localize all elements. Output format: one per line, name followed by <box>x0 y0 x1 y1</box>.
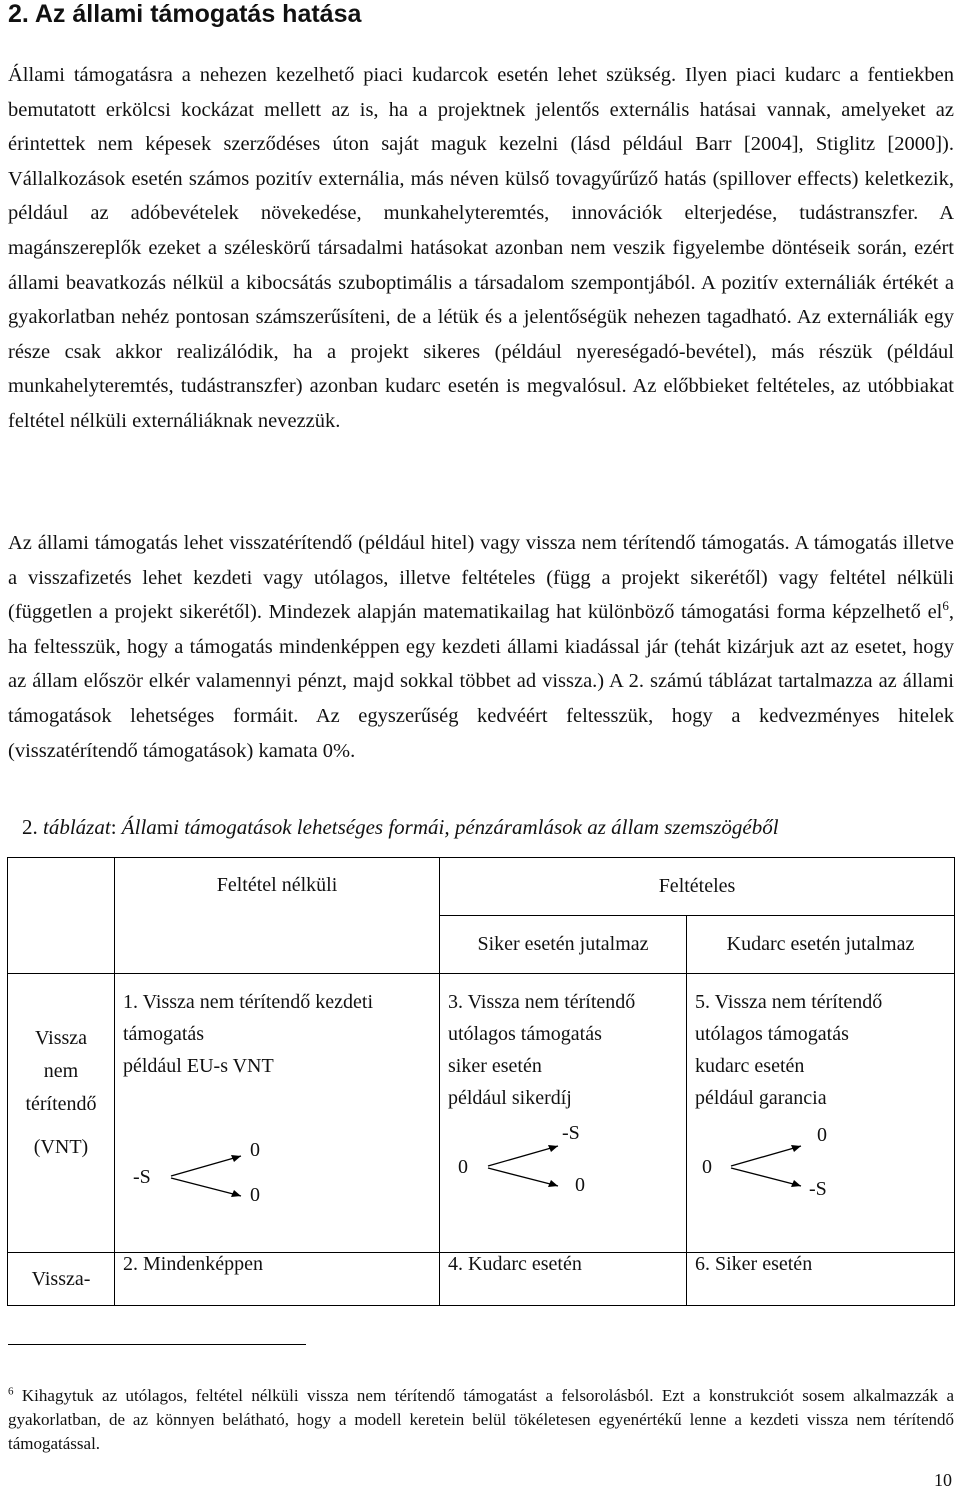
cell-1: 1. Vissza nem térítendő kezdeti támogatás például EU-s VNT -S 0 0 <box>115 974 440 1253</box>
cashflow-initial: 0 <box>702 1156 712 1178</box>
cell-2: 2. Mindenképpen <box>115 1253 440 1306</box>
footnote-number: 6 <box>8 1385 14 1398</box>
paragraph-text-start: Az állami támogatás lehet visszatérítendő (például hitel) vagy vissza nem térítendő támogatás. A támogatás illetve a visszafizetés lehet kezdeti vagy utólagos, illetve feltételes (függ a projekt sikerétől) vagy feltétel nélküli (független a projekt sikerétől). Mindezek alapján matematikailag hat különböző támogatási forma képzelhető el <box>8 532 954 624</box>
branch-arrows <box>167 1144 257 1204</box>
cell-4: 4. Kudarc esetén <box>440 1253 687 1306</box>
paragraph-support-forms <box>8 526 954 768</box>
caption-rest: i támogatások lehetséges formái, pénzáramlások az állam szemszögéből <box>173 815 779 839</box>
branch-arrows <box>484 1134 574 1194</box>
header-unconditional: Feltétel nélküli <box>115 858 440 974</box>
cell-3: 3. Vissza nem térítendő utólagos támogatás siker esetén például sikerdíj 0 -S 0 <box>440 974 687 1253</box>
cashflow-success: 0 <box>817 1124 827 1146</box>
footnote-ref[interactable]: 6 <box>942 598 949 614</box>
caption-number: 2. <box>22 815 43 839</box>
footnote-separator <box>8 1344 306 1345</box>
cell-6: 6. Siker esetén <box>687 1253 955 1306</box>
table-caption <box>22 815 779 840</box>
cashflow-failure: 0 <box>575 1174 585 1196</box>
row-label-repayable: Vissza- <box>8 1253 115 1306</box>
row-label-vnt: Vissza nem térítendő (VNT) <box>8 974 115 1253</box>
cashflow-initial: 0 <box>458 1156 468 1178</box>
support-forms-table <box>7 857 955 1306</box>
header-conditional: Feltételes <box>440 858 955 916</box>
section-heading: 2. Az állami támogatás hatása <box>8 0 362 28</box>
header-failure: Kudarc esetén jutalmaz <box>687 916 955 974</box>
caption-allam: Álla <box>121 815 157 839</box>
caption-colon: : <box>110 815 122 839</box>
page-number: 10 <box>934 1470 952 1490</box>
cashflow-initial: -S <box>133 1166 151 1188</box>
paragraph-externalities: Állami támogatásra a nehezen kezelhető piaci kudarcok esetén lehet szükség. Ilyen piaci kudarc a fentiekben bemutatott erkölcsi kockázat mellett az is, ha a projektnek jelentős externális hatásai vannak, amelyeket az érintettek nem képesek szerződéses úton saját maguk kezelni (lásd például Barr [2004], Stiglitz [2000]). Vállalkozások esetén számos pozitív externália, más néven külső tovagyűrűző hatás (spillover effects) keletkezik, például az adóbevételek növekedése, munkahelyteremtés, innovációk elterjedése, tudástranszfer. A magánszereplők ezeket a széleskörű társadalmi hatásokat azonban nem veszik figyelembe döntéseik során, ezért állami beavatkozás nélkül a kibocsátás szuboptimális a társadalom szempontjából. A pozitív externáliák értékét a gyakorlatban nehéz pontosan számszerűsíteni, de a létük és a jelentőségük nehezen tagadható. Az externáliák egy része csak akkor realizálódik, ha a projekt sikeres (például nyereségadó-bevétel), más részük (például munkahelyteremtés, tudástranszfer) azonban kudarc esetén is megvalósul. Az előbbieket feltételes, az utóbbiakat feltétel nélküli externáliáknak nevezzük. <box>8 64 954 432</box>
cashflow-success: 0 <box>250 1139 260 1161</box>
footnote <box>8 1384 954 1456</box>
header-success: Siker esetén jutalmaz <box>440 916 687 974</box>
cashflow-failure: -S <box>809 1178 827 1200</box>
table-corner-cell <box>8 858 115 974</box>
branch-arrows <box>727 1134 817 1194</box>
footnote-text: Kihagytuk az utólagos, feltétel nélküli vissza nem térítendő támogatást a felsorolásból. Ezt a konstrukciót sosem alkalmazzák a gyakorlatban, de az könnyen belátható, hogy a modell keretein belül tökéletesen egyenértékű lenne a kezdeti vissza nem térítendő támogatással. <box>8 1386 954 1453</box>
caption-m: m <box>156 815 174 839</box>
cell-5: 5. Vissza nem térítendő utólagos támogatás kudarc esetén például garancia 0 0 -S <box>687 974 955 1253</box>
cashflow-failure: 0 <box>250 1184 260 1206</box>
caption-label: táblázat <box>43 815 111 839</box>
cashflow-success: -S <box>562 1122 580 1144</box>
paragraph-text-end: , ha feltesszük, hogy a támogatás mindenképpen egy kezdeti állami kiadással jár (tehát kizárjuk azt az esetet, hogy az állam először elkér valamennyi pénzt, majd sokkal többet ad vissza.) A 2. számú táblázat tartalmazza az állami támogatások lehetséges formáit. Az egyszerűség kedvéért feltesszük, hogy a kedvezményes hitelek (visszatérítendő támogatások) kamata 0%. <box>8 601 954 762</box>
